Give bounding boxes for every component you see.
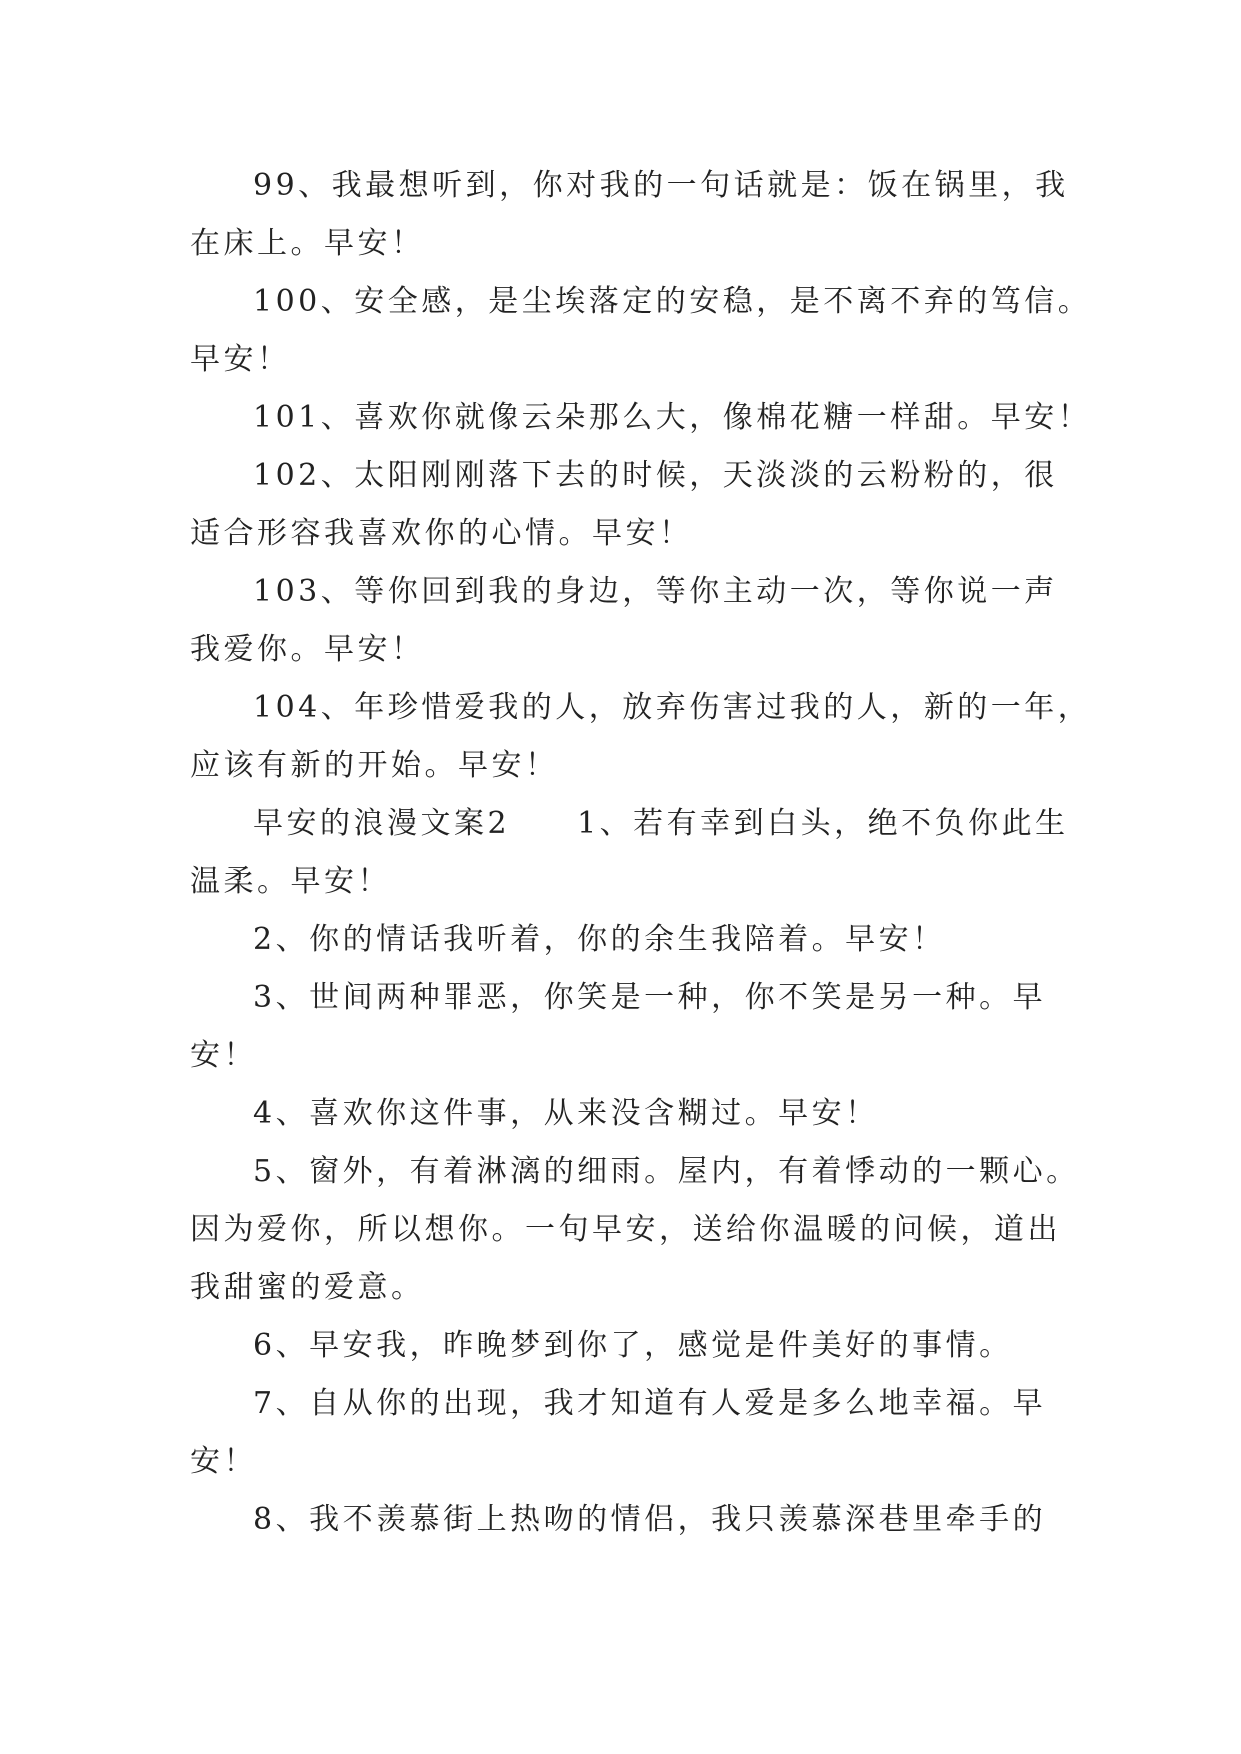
text-line: 8、我不羡慕街上热吻的情侣，我只羡慕深巷里牵手的: [253, 1502, 1047, 1537]
text-line: 5、窗外，有着淋漓的细雨。屋内，有着悸动的一颗心。: [253, 1154, 1080, 1189]
section-heading-line: 早安的浪漫文案2 1、若有幸到白头，绝不负你此生: [253, 806, 1069, 841]
text-line: 应该有新的开始。早安！: [190, 748, 559, 783]
text-line: 因为爱你，所以想你。一句早安，送给你温暖的问候，道出: [190, 1212, 1061, 1247]
text-line: 6、早安我，昨晚梦到你了，感觉是件美好的事情。: [253, 1328, 1013, 1363]
text-line: 101、喜欢你就像云朵那么大，像棉花糖一样甜。早安！: [253, 400, 1092, 435]
text-line: 适合形容我喜欢你的心情。早安！: [190, 516, 693, 551]
text-line: 103、等你回到我的身边，等你主动一次，等你说一声: [253, 574, 1058, 609]
text-line: 99、我最想听到，你对我的一句话就是：饭在锅里，我: [253, 168, 1069, 203]
text-line: 4、喜欢你这件事，从来没含糊过。早安！: [253, 1096, 879, 1131]
text-line: 104、年珍惜爱我的人，放弃伤害过我的人，新的一年，: [253, 690, 1092, 725]
text-line: 7、自从你的出现，我才知道有人爱是多么地幸福。早: [253, 1386, 1047, 1421]
text-line: 在床上。早安！: [190, 226, 425, 261]
text-line: 安！: [190, 1444, 257, 1479]
text-line: 102、太阳刚刚落下去的时候，天淡淡的云粉粉的，很: [253, 458, 1058, 493]
text-line: 100、安全感，是尘埃落定的安稳，是不离不弃的笃信。: [253, 284, 1092, 319]
text-line: 2、你的情话我听着，你的余生我陪着。早安！: [253, 922, 946, 957]
text-line: 安！: [190, 1038, 257, 1073]
text-line: 我爱你。早安！: [190, 632, 425, 667]
text-line: 温柔。早安！: [190, 864, 391, 899]
text-line: 3、世间两种罪恶，你笑是一种，你不笑是另一种。早: [253, 980, 1047, 1015]
text-line: 我甜蜜的爱意。: [190, 1270, 425, 1305]
text-line: 早安！: [190, 342, 291, 377]
